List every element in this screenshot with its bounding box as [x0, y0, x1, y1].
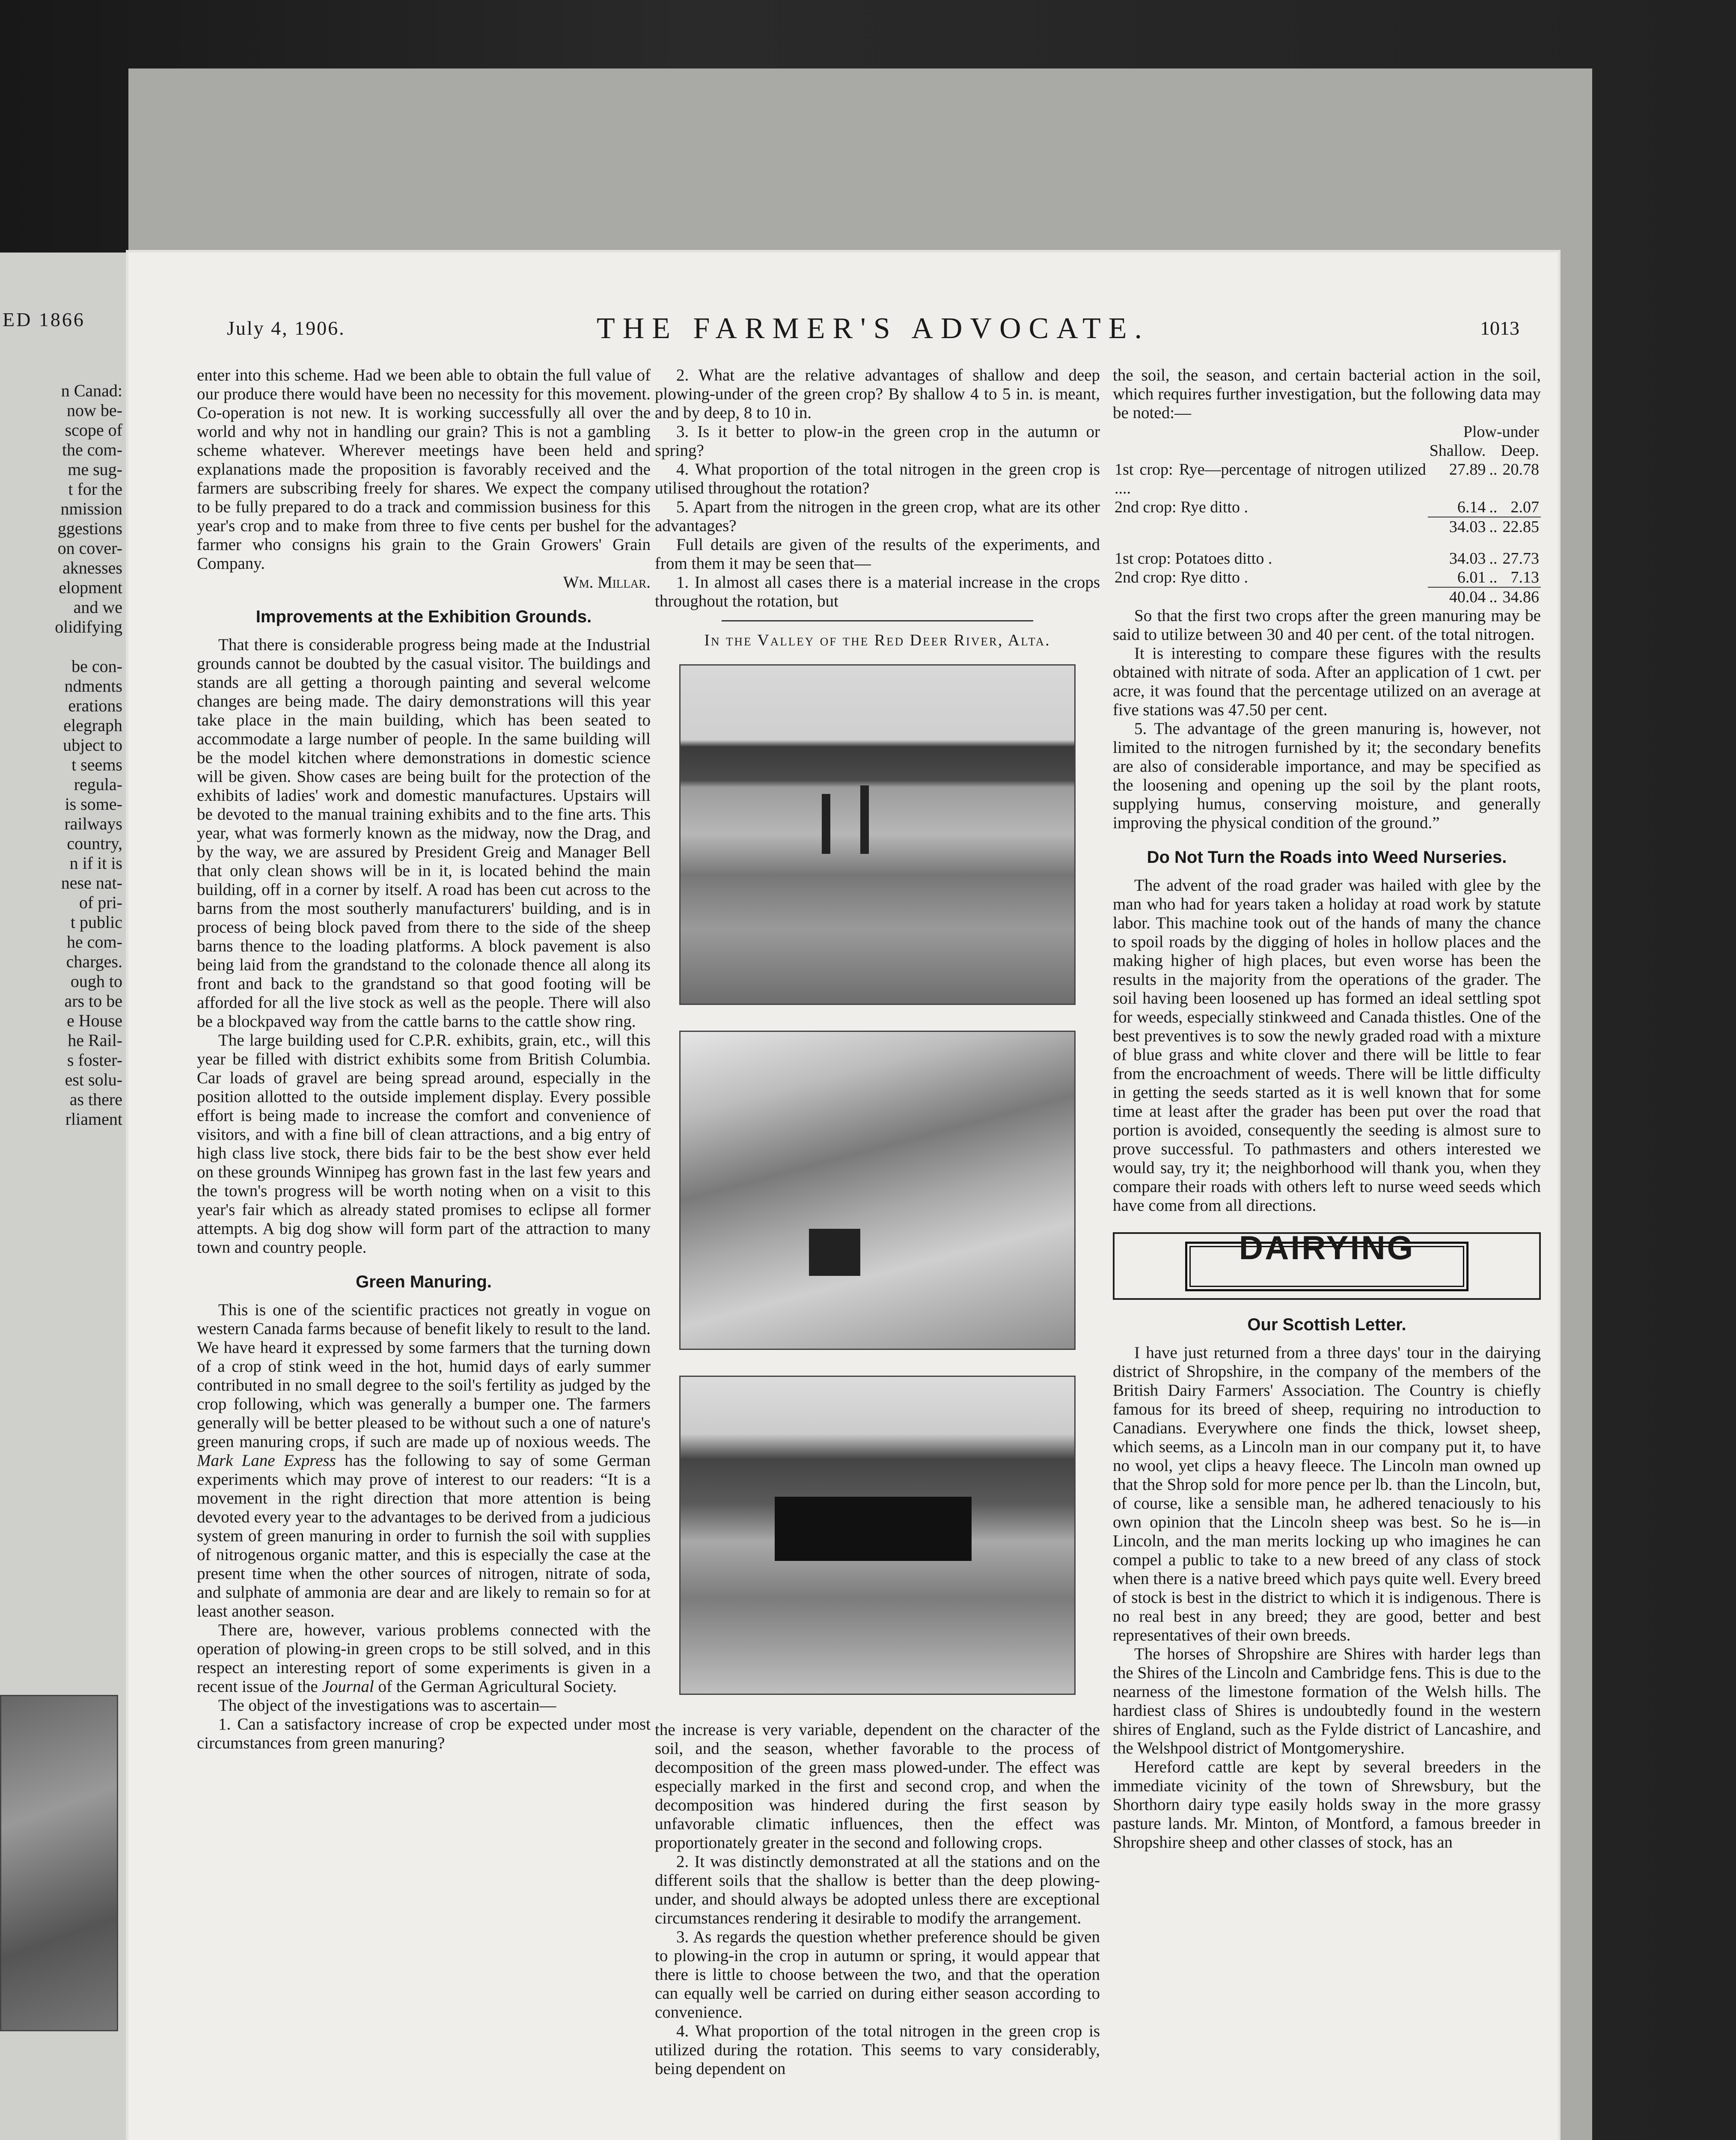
heading-exhibition-grounds: Improvements at the Exhibition Grounds. — [256, 607, 592, 626]
facing-page-line: nese nat- — [61, 873, 122, 892]
green-manuring-question: 1. Can a satisfactory increase of crop be expected under most circumstances from green manuring? — [197, 1715, 651, 1752]
facing-page-line: as there — [69, 1090, 122, 1109]
green-manuring-question: 2. What are the relative advantages of shallow and deep plowing-under of the green crop? By shallow 4 to 5 in. is meant, and by deep, 8 to 10 in. — [655, 366, 1100, 422]
photo-river-valley-wagon — [679, 1031, 1076, 1350]
photo-figure — [822, 794, 830, 854]
green-manuring-result: 5. The advantage of the green manuring is, however, not limited to the nitrogen furnished by it; the secondary benefits are also of considerable importance, and may be specified as the loosening and opening up the soil by the plant roots, supplying humus, conserving moisture, and generally improving the physical condition of the ground.” — [1113, 719, 1541, 832]
heading-scottish-letter: Our Scottish Letter. — [1247, 1315, 1406, 1334]
green-manuring-result: 2. It was distinctly demonstrated at all the stations and on the different soils that the shallow is better than the deep plowing-under, and should always be adopted unless there are exceptional circumstances rendering it desirable to modify the arrangement. — [655, 1852, 1100, 1927]
photo-river-crossing-horses — [679, 1376, 1076, 1695]
green-manuring-result: 3. As regards the question whether preference should be given to plowing-in the crop in autumn or spring, it would appear that there is little to choose between the two, and that the operation can equally well be carried on during either season according to convenience. — [655, 1928, 1100, 2021]
facing-page-line: be con- — [71, 657, 122, 676]
nitrogen-table — [1113, 422, 1541, 606]
issue-date: July 4, 1906. — [227, 317, 345, 339]
green-manuring-question: 3. Is it better to plow-in the green crop in the autumn or spring? — [655, 422, 1100, 460]
green-manuring-question: 5. Apart from the nitrogen in the green crop, what are its other advantages? — [655, 498, 1100, 535]
table-row: 1st crop: Potatoes ditto . 34.03 .. 27.73 — [1115, 550, 1539, 568]
facing-page-line: erations — [68, 696, 122, 715]
publication-title: THE FARMER'S ADVOCATE. — [596, 312, 1150, 345]
column-1 — [197, 366, 651, 1753]
facing-page-line: ggestions — [57, 519, 122, 538]
section-rule — [722, 620, 1033, 621]
page-number: 1013 — [1480, 317, 1519, 339]
dairying-section-banner — [1113, 1229, 1541, 1300]
column-2 — [655, 366, 1100, 2078]
facing-page-line: n if it is — [69, 853, 122, 873]
facing-page-line: country, — [67, 834, 122, 853]
facing-page-line: he com- — [67, 932, 122, 951]
column-3 — [1113, 366, 1541, 1852]
table-group-header: Plow-under — [1463, 423, 1539, 441]
facing-page-header: ED 1866 — [3, 309, 85, 330]
table-total-row: 34.03 .. 22.85 — [1113, 517, 1541, 536]
scottish-letter-paragraph: Hereford cattle are kept by several breeders in the immediate vicinity of the town of Shrewsbury, but the Shorthorn dairy type easily holds sway in the more grassy pasture lands. Mr. Minton, of Montford, a famous breeder in Shropshire sheep and other classes of stock, has an — [1113, 1758, 1541, 1852]
facing-page-line: railways — [64, 814, 122, 833]
facing-page-line: is some- — [65, 794, 122, 814]
facing-page-line: e House — [67, 1011, 122, 1030]
green-manuring-paragraph: It is interesting to compare these figures with the results obtained with nitrate of soda. After an application of 1 cwt. per acre, it was found that the percentage utilized on an average at five stations was 47.50 per cent. — [1113, 644, 1541, 719]
grain-company-letter-end: enter into this scheme. Had we been able to obtain the full value of our produce there would have been no necessity for this movement. Co-operation is not new. It is working successfully all over the world and why not in handling our grain? This is not a gambling scheme whatever. Wherever meetings have been held and explanations made the proposition is favorably received and the farmers are subscribing freely for shares. We expect the company to be fully prepared to do a track and commission business for this year's crop and to make from three to five cents per bushel for the farmer who consigns his grain to the Grain Growers' Grain Company. — [197, 366, 651, 573]
running-header — [227, 312, 1519, 347]
green-manuring-question: 4. What proportion of the total nitrogen in the green crop is utilised throughout the rotation? — [655, 460, 1100, 497]
facing-page-line — [3, 637, 122, 657]
facing-page-line: on cover- — [57, 538, 122, 558]
table-row: 1st crop: Rye—percentage of nitrogen utilized .... 27.89 .. 20.78 — [1115, 461, 1539, 497]
facing-page-line: ndments — [64, 676, 122, 696]
green-manuring-result: 4. What proportion of the total nitrogen in the green crop is utilized during the rotation. This seems to vary considerably, being dependent on — [655, 2022, 1100, 2078]
heading-green-manuring: Green Manuring. — [356, 1272, 492, 1291]
table-col-header: Deep. — [1501, 442, 1539, 460]
green-manuring-paragraph: There are, however, various problems connected with the operation of plowing-in green crops to be still solved, and in this respect an interesting report of some experiments is given in a recent issue of the Journal of the German Agricultural Society. — [197, 1621, 651, 1696]
facing-page-line: n Canad: — [61, 381, 122, 400]
facing-page-line: rliament — [65, 1109, 122, 1129]
facing-page-line: scope of — [65, 420, 122, 440]
roads-paragraph: The advent of the road grader was hailed with glee by the man who had for years taken a holiday at road work by statute labor. This machine took out of the hands of many the chance to spoil roads by the digging of holes in hollow places and the making higher of high places, but even worse has been the results in the majority from the operations of the grader. The soil having been loosened up has formed an ideal settling spot for weeds, especially stinkweed and Canada thistles. One of the best preventives is to sow the newly graded road with a mixture of blue grass and white clover and there will be little to fear from the encroachment of weeds. There will be little difficulty in getting the seeds started as it is well known that for some time at least after the grader has been put over the road that portion is avoided, consequently the seeding is almost sure to prove successful. To pathmasters and others interested we would say, try it; the neighborhood will thank you, when they compare their roads with others left to nurse weed seeds which have come from all directions. — [1113, 876, 1541, 1215]
facing-page-line: the com- — [62, 440, 122, 459]
journal-title: Journal — [322, 1677, 374, 1696]
table-total-row: 40.04 .. 34.86 — [1113, 587, 1541, 606]
table-row: 2nd crop: Rye ditto . 6.01 .. 7.13 — [1115, 568, 1539, 586]
exhibition-paragraph: That there is considerable progress being made at the Industrial grounds cannot be doubted by the casual visitor. The buildings and stands are all getting a thorough painting and several welcome changes are being made. The dairy demonstrations will this year take place in the main building, which has been seated to accommodate a large number of people. In the same building will be the model kitchen where demonstrations in domestic science will be given. Show cases are being built for the protection of the exhibits of ladies' work and domestic manufactures. Upstairs will be devoted to the manual training exhibits and to the fine arts. This year, what was formerly known as the midway, now the Drag, and by the way, we are assured by President Greig and Manager Bell that only clean shows will be in it, is located behind the main building, off in a corner by itself. A road has been cut across to the barns from the most southerly manufacturers' building, and is in process of being block paved from there to the side of the sheep barns thence to the loading platforms. A block pavement is also being laid from the grandstand to the colonade thence all along its front and back to the grandstand so that good footing will be afforded for all the live stock as well as the people. There will also be a blockpaved way from the cattle barns to the cattle show ring. — [197, 636, 651, 1031]
green-manuring-paragraph: The object of the investigations was to ascertain— — [218, 1696, 556, 1715]
letter-signature: Wm. Millar. — [563, 573, 651, 591]
facing-page-line: regula- — [74, 775, 122, 794]
facing-page-line: elopment — [59, 578, 122, 597]
facing-page-line: t for the — [68, 479, 122, 499]
table-col-header: Shallow. — [1429, 442, 1486, 460]
green-manuring-paragraph: This is one of the scientific practices not greatly in vogue on western Canada farms because of benefit likely to result to the land. We have heard it expressed by some farmers that the turning down of a crop of stink weed in the hot, humid days of early summer contributed in no small degree to the soil's fertility as judged by the crop following, which was generally a bumper one. The farmers generally will be better pleased to be without such a one of nature's green manuring crops, if such are made up of noxious weeds. The Mark Lane Express has the following to say of some German experiments which may prove of interest to our readers: “It is a movement in the right direction that more attention is being devoted every year to the advantages to be derived from a judicious system of green manuring in order to furnish the soil with supplies of nitrogenous organic matter, and this is especially the case at the present time when the other sources of nitrogen, nitrate of soda, and sulphate of ammonia are dear and are likely to remain so for at least another season. — [197, 1301, 651, 1620]
green-manuring-result: the increase is very variable, dependent on the character of the soil, and the season, whether favorable to the process of decomposition of the green mass plowed-under. The effect was especially marked in the first and second crop, and when the decomposition was hindered during the first season by unfavorable climatic influences, then the effect was proportionately greater in the second and following crops. — [655, 1721, 1100, 1852]
table-row: 2nd crop: Rye ditto . 6.14 .. 2.07 — [1115, 498, 1539, 516]
facing-page-line: aknesses — [62, 558, 122, 577]
exhibition-paragraph: The large building used for C.P.R. exhibits, grain, etc., will this year be filled with district exhibits some from British Columbia. Car loads of gravel are being spread around, especially in the position allotted to the outside implement display. Every possible effort is being made to increase the comfort and convenience of visitors, and with a fine bill of clean attractions, and a big entry of high class live stock, there bids fair to be the best show ever held on these grounds Winnipeg has grown fast in the last few years and the town's progress will be worth noting when on a visit to this year's fair which as already stated promises to eclipse all former attempts. A big dog show will form part of the attraction to many town and country people. — [197, 1031, 651, 1257]
facing-page-line: ars to be — [64, 991, 122, 1011]
facing-page-line: olidifying — [55, 617, 122, 636]
facing-page-line: t seems — [71, 755, 122, 774]
facing-page-column — [3, 381, 122, 1129]
facing-page-line: now be- — [67, 401, 122, 420]
mark-lane-express-title: Mark Lane Express — [197, 1451, 336, 1470]
scottish-letter-paragraph: The horses of Shropshire are Shires with harder legs than the Shires of the Lincoln and Cambridge fens. This is due to the nearness of the limestone formation of the Welsh hills. The hardiest class of Shires is undoubtedly found in the western shires of England, such as the Fylde district of Lancashire, and the Welshpool district of Montgomeryshire. — [1113, 1645, 1541, 1757]
green-manuring-result: 1. In almost all cases there is a material increase in the crops throughout the rotation, but — [655, 573, 1100, 610]
scottish-letter-paragraph: I have just returned from a three days' tour in the dairying district of Shropshire, in the company of the members of the British Dairy Farmers' Association. The Country is chiefly famous for its breed of sheep, requiring no introduction to Canadians. Everywhere one finds the thick, lowset sheep, which seems, as a Lincoln man in our company put it, to have no wool, yet clips a heavy fleece. The Lincoln man owned up that the Shrop sold for more pence per lb. than the Lincoln, but, of course, like a sensible man, he adhered tenaciously to his own opinion that the Lincoln sheep was best. So he is—in Lincoln, and the man merits locking up who imagines he can compel a public to take to a new breed of any class of stock when there is a native breed which pays quite well. Every breed of stock is best in the district to which it is indigenous. There is no real best in any breed; they are good, better and best representatives of their own breeds. — [1113, 1343, 1541, 1644]
dairying-banner-text: DAIRYING — [1239, 1229, 1415, 1266]
photo-carriage-and-horses — [775, 1497, 972, 1561]
facing-page-line: he Rail- — [68, 1031, 122, 1050]
green-manuring-paragraph: Full details are given of the results of the experiments, and from them it may be seen that— — [655, 535, 1100, 573]
facing-page-line: charges. — [66, 952, 122, 971]
photo-caption: In the Valley of the Red Deer River, Alta. — [704, 631, 1051, 649]
newspaper-page — [128, 253, 1558, 2140]
facing-page-fragment — [0, 253, 128, 2140]
facing-page-line: s foster- — [67, 1050, 122, 1070]
photo-wagon — [809, 1229, 860, 1276]
facing-page-line: ough to — [70, 972, 122, 991]
facing-page-line: of pri- — [79, 893, 122, 912]
facing-page-line: t public — [70, 912, 122, 932]
facing-page-line: me sug- — [68, 460, 122, 479]
photo-figure — [860, 785, 869, 854]
facing-page-photo — [0, 1695, 118, 2031]
facing-page-line: elegraph — [63, 716, 122, 735]
green-manuring-paragraph: the soil, the season, and certain bacterial action in the soil, which requires further investigation, but the following data may be noted:— — [1113, 366, 1541, 422]
facing-page-line: nmission — [60, 499, 122, 518]
green-manuring-paragraph: So that the first two crops after the green manuring may be said to utilize between 30 and 40 per cent. of the total nitrogen. — [1113, 606, 1541, 644]
facing-page-line: ubject to — [63, 735, 122, 755]
heading-weed-nurseries: Do Not Turn the Roads into Weed Nurseries. — [1147, 848, 1507, 867]
facing-page-line: and we — [73, 597, 122, 617]
facing-page-line: est solu- — [65, 1070, 122, 1089]
photo-river-valley-men — [679, 664, 1076, 1005]
